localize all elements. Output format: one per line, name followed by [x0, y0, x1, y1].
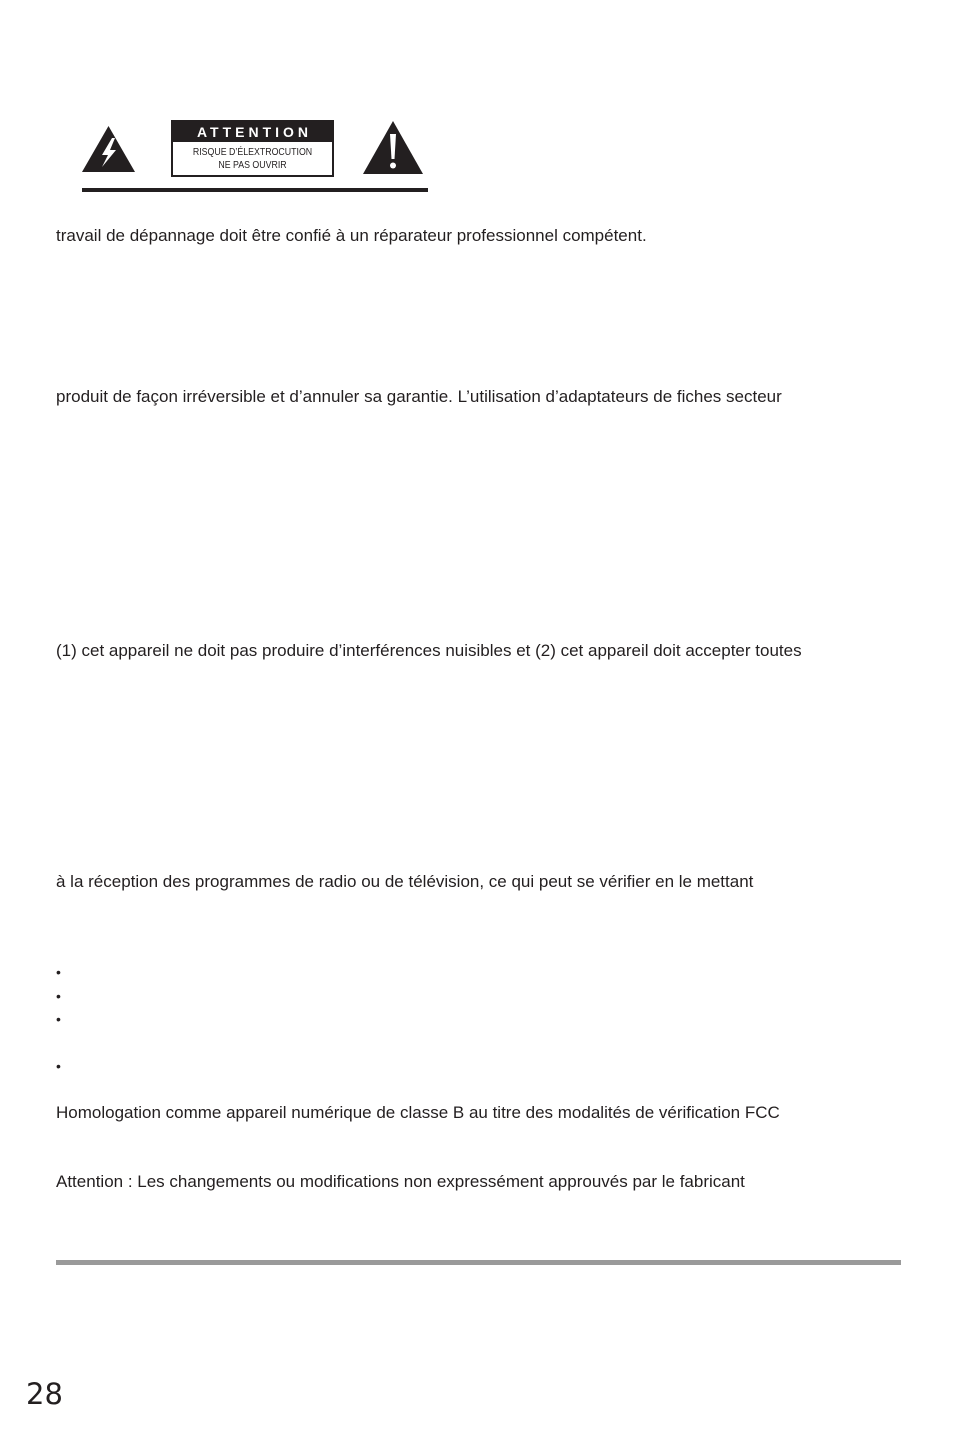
- paragraph-fcc-conditions: (1) cet appareil ne doit pas produire d’interférences nuisibles et (2) cet appareil doit accepter toutes: [56, 641, 802, 660]
- paragraph-attention-note: Attention : Les changements ou modifications non expressément approuvés par le fabricant: [56, 1172, 745, 1191]
- lightning-triangle-icon: [80, 124, 137, 174]
- warning-label: [80, 118, 428, 194]
- paragraph-interference: à la réception des programmes de radio ou de télévision, ce qui peut se vérifier en le mettant: [56, 872, 754, 891]
- attention-heading: ATTENTION: [173, 122, 332, 142]
- paragraph-homologation: Homologation comme appareil numérique de classe B au titre des modalités de vérification FCC: [56, 1103, 780, 1122]
- page-number: 28: [26, 1377, 63, 1411]
- list-bullet: •: [56, 964, 61, 980]
- attention-line-2: NE PAS OUVRIR: [218, 160, 287, 171]
- warning-underline: [82, 188, 428, 192]
- exclamation-triangle-icon: [362, 120, 424, 175]
- attention-box: [171, 120, 334, 177]
- list-bullet: •: [56, 1011, 61, 1027]
- paragraph-plug-adapters: produit de façon irréversible et d’annuler sa garantie. L’utilisation d’adaptateurs de fiches secteur: [56, 387, 782, 406]
- list-bullet: •: [56, 988, 61, 1004]
- list-bullet: •: [56, 1058, 61, 1074]
- attention-line-1: RISQUE D’ÉLEXTROCUTION: [192, 147, 313, 158]
- section-divider: [56, 1260, 901, 1265]
- paragraph-servicing: travail de dépannage doit être confié à un réparateur professionnel compétent.: [56, 226, 647, 245]
